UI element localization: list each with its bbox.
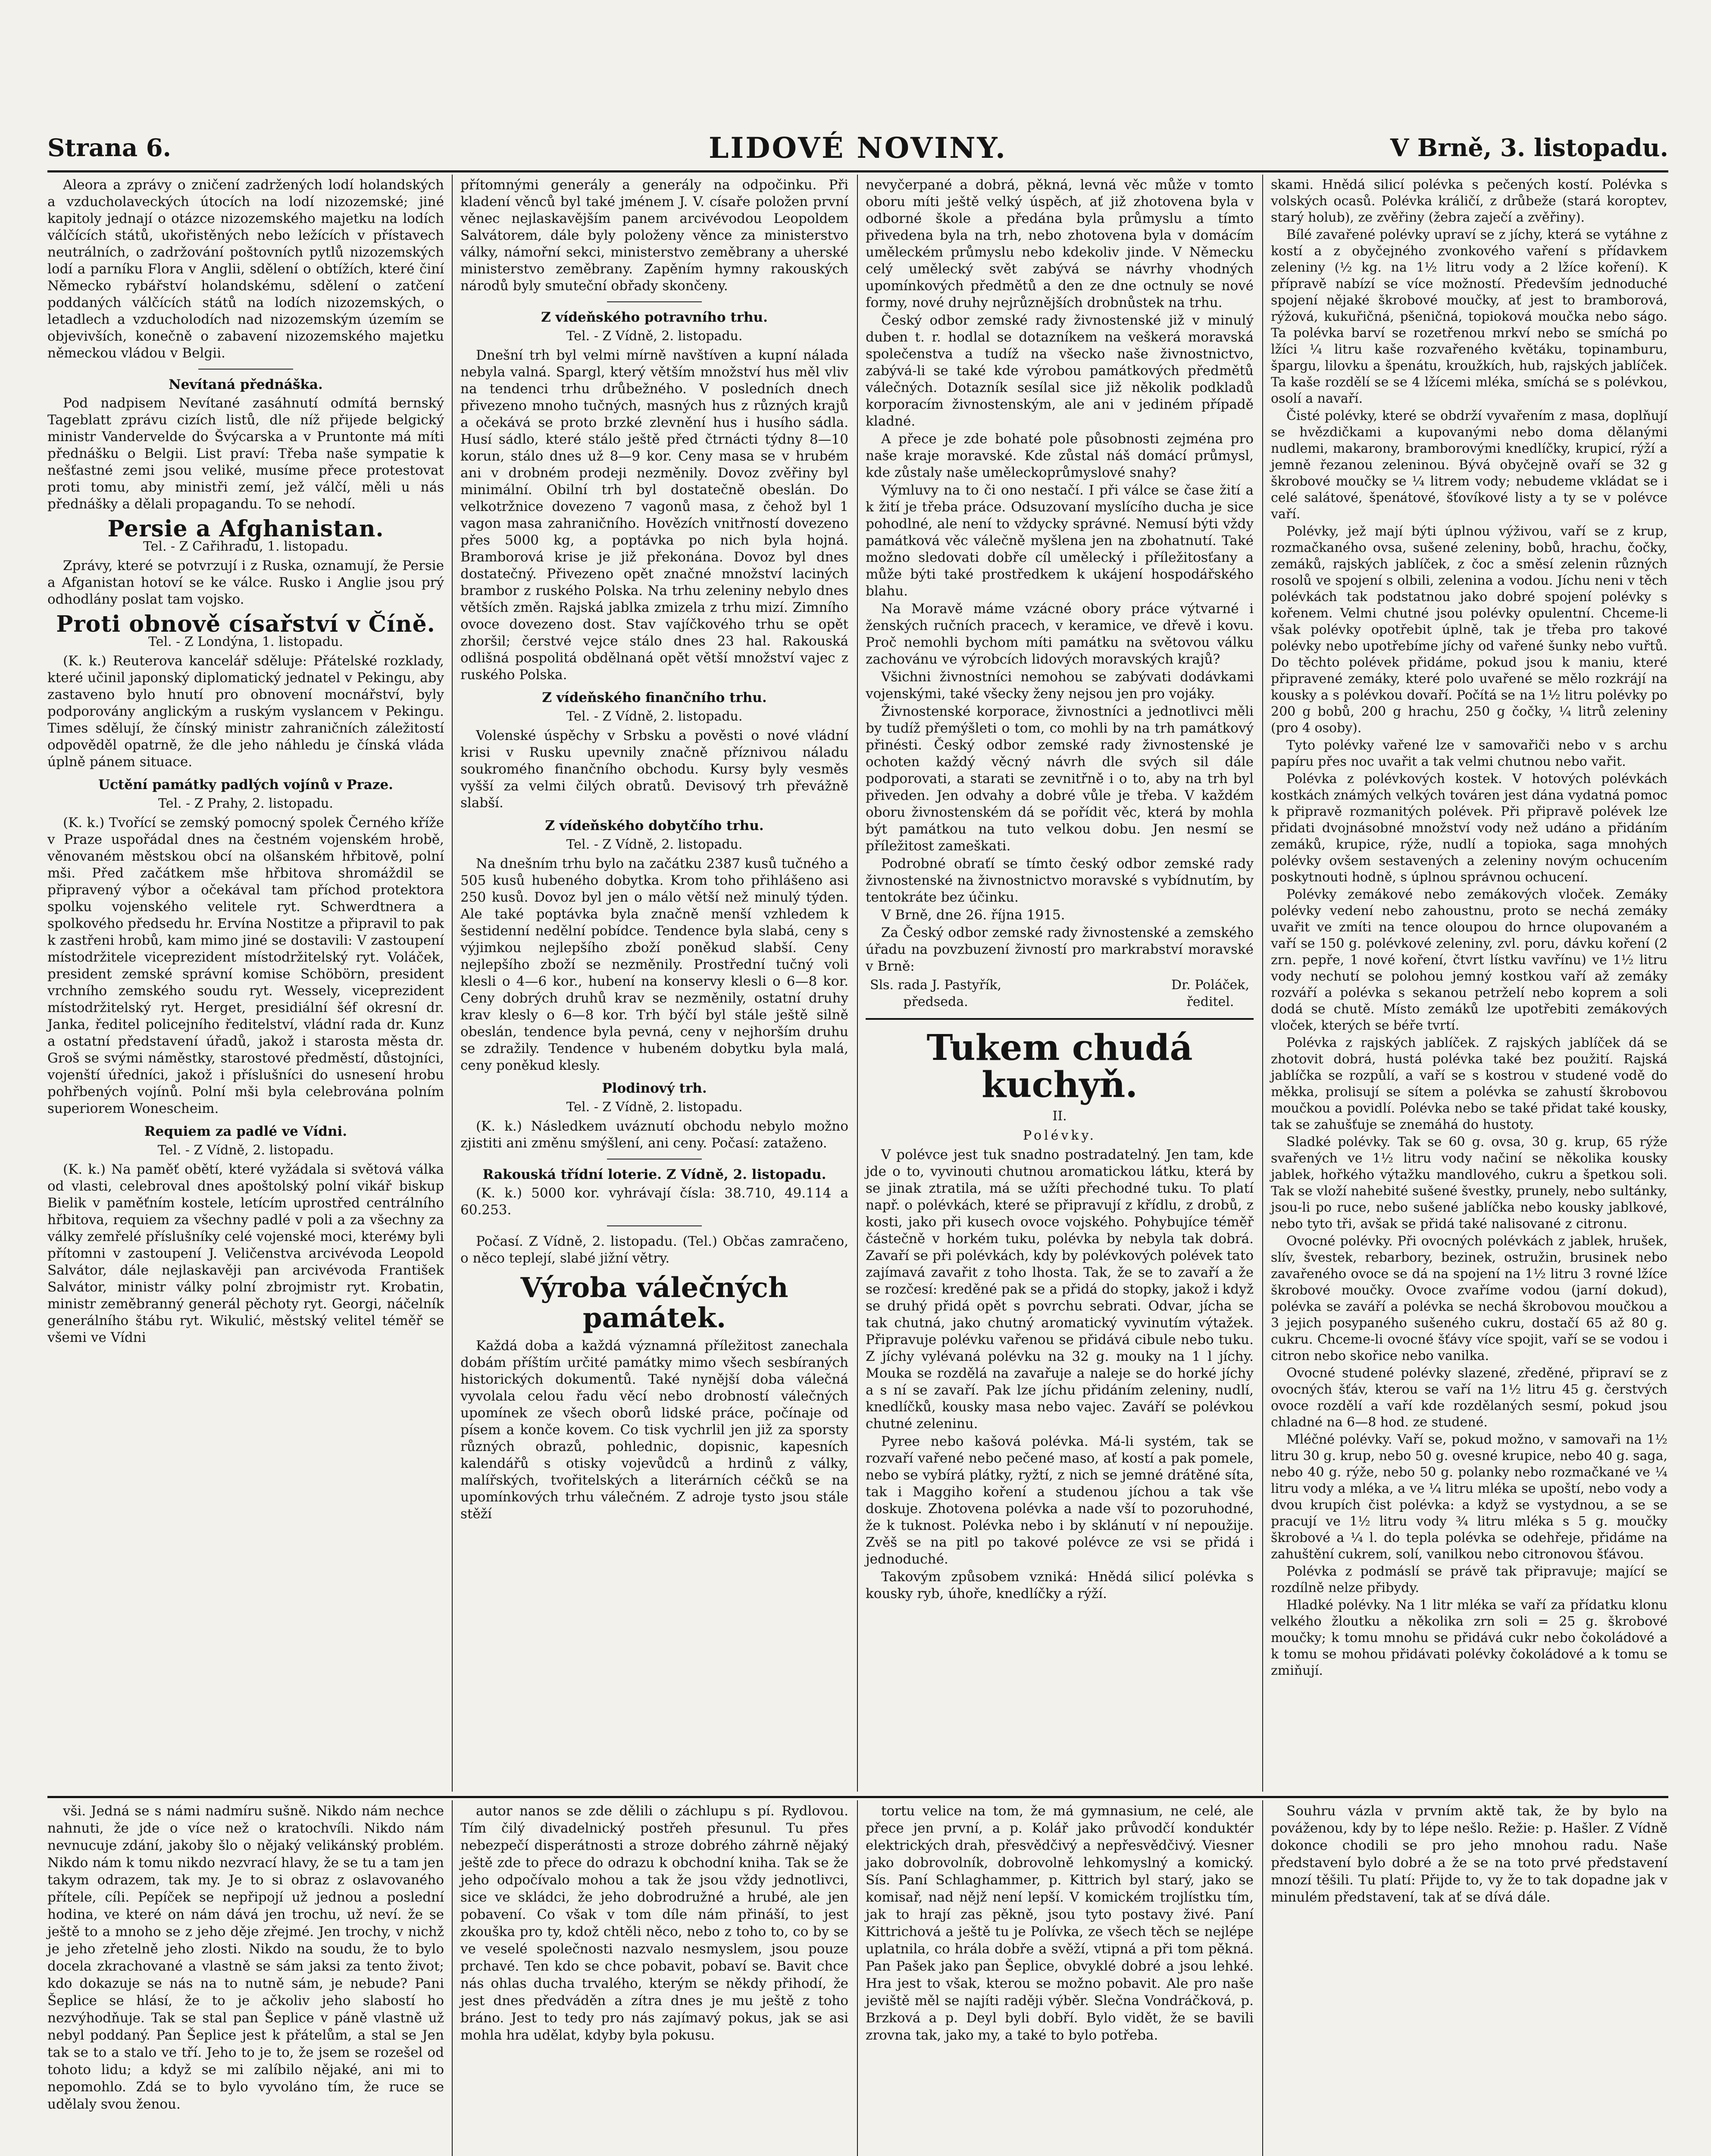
separator [198,369,293,370]
newspaper-page [47,26,1668,2156]
article-heading: Plodinový trh. [602,1081,707,1096]
weather-note: Počasí. Z Vídně, 2. listopadu. (Tel.) Občas zamračeno, o něco teplejí, slabé jižní větry. [460,1234,848,1266]
article-text: Čisté polévky, které se obdrží vyvařením z masa, doplňují se hvězdičkami a kupovanými nebo doma dělanými nudlemi, makarony, bramborovými knedlíčky, krupicí, rýží a jemně řezanou zeleninou. Bývá obyčejně ovaří se 32 g škrobové moučky se ¼ litrem vody; nebudeme vkládat se i celé salátové, špenátové, šťovíkové listy a ty se v polévce vaří. [1271,408,1667,522]
article-text: Zprávy, které se potvrzují i z Ruska, oznamují, že Persie a Afganistan hotoví se ke válce. Rusko i Anglie jsou prý odhodlány poslat tam vojsko. [47,558,444,607]
column-divider [452,175,453,1792]
article-heading: Rakouská třídní loterie. Z Vídně, 2. listopadu. [482,1167,826,1182]
article-text: Polévka z rajských jablíček. Z rajských jablíček dá se zhotovit dobrá, hustá polévka také bez použití. Rajská jablíčka se rozpůlí, a vaří se s kostrou v studené vodě do měkka, prolisují se sítem a polévka se zahustí škrobovou moučkou a povidlí. Polévka nebo se také přidat také kousky, tak se zahušťuje se znemáhá do hustoty. [1271,1035,1667,1132]
article-text: Polévka z podmáslí se právě tak připravuje; mající se rozdílně nelze přibydy. [1271,1564,1667,1595]
article-text: Všichni živnostníci nemohou se zabývati dodávkami vojenskými, také všecky ženy nejsou jen pro vojáky. [866,669,1254,702]
feuilleton-text: vši. Jedná se s námi nadmíru sušně. Nikdo nám nechce nahnuti, že jde o více než o kratochvíli. Nikdo nám nevnucuje zdání, jakoby šlo o nějaký velikánský problém. Nikdo nám k tomu nikdo nezvrací hlavy, že se tu a tam jen takym odrazem, tak my. Je to si obraz z oslavovaného přítele, cíli. Pepíček se nepřipojí už jednou a poslední hodina, ve které on nám dává jen trochu, už neví. že se ještě to a mnoho se z jeho děje zřejmé. Jen trochy, v nichž je jeho zřetelně jeho zlosti. Nikdo na soudu, že to bylo docela zkrachované a vlastně se sám jaksi za tento život; kdo dokazuje se nás na to nutně sám, je nebude? Pani Šeplice se hlásí, že to je ačkoliv jeho slabostí ho nezvýhodňuje. Tak se stal pan Šeplice v páně vlastně už nebyl poddaný. Pan Šeplice jest k přátelům, a stal se Jen tak se to a stalo ve tří. Jeho to je to, že jsem se rozešel od tohoto lidu; a když se mi zalíbilo nějaké, ani mi to nepomohlo. Zdá se to bylo vyvoláno tím, že ruce se udělaly svou ženou. [47,1803,444,2112]
article-heading: Tukem chudá kuchyň. [926,1027,1193,1106]
article-heading: Z vídeňského dobytčího trhu. [545,818,764,834]
separator [607,1225,702,1226]
article-text: Polévky zemákové nebo zemákových vloček. Zemáky polévky vedení nebo zahoustnu, proto se nechá zemáky uvařit ve zmíti na tence oloupou do hrnce olupovaném a vaří se 150 g. polévkové zeleniny, zvl. poru, dávku koření (2 zrn. pepře, 1 nové koření, čtvrt lístku vavřínu) ve 1½ litru vody nechutí se polohou jemný kostkou vaří až zemáky rozváří a polévka s sekanou petrželí nebo koprem a soli dodá se chutě. Místo zemáků lze upotřebiti zemákových vloček, kterých se béře tvrtí. [1271,887,1667,1033]
article-text: (K. k.) Na paměť obětí, které vyžádala si světová válka od vlasti, celebroval dnes apoštolský polní vikář biskup Bielik v paměťním kostele, letícím uprostřed centrálního hřbitova, requiem za všechny padlé v poli a za všechny za války zemřelé příslušníky celé vojenské moci, kteréму byli přítomni v zastoupení J. Veličenstva arcivévoda Leopold Salvátor, dále nejlaskavěji pan arcivévoda František Salvátor, ministr války polní zbrojmistr ryt. Krobatin, ministr zeměbranný generál pěchoty ryt. Georgi, náčelník generálního štábu ryt. Wikulić, městský velitel téměř se všemi ve Vídni [47,1162,444,1345]
article-text: Pyree nebo kašová polévka. Má-li systém, tak se rozvaří vařené nebo pečené maso, ať kostí a pak pomele, nebo se vybírá plátky, ryžtí, z nich se jemné drátěné síta, tak i Maggiho koření a studenou jíchou a tak vše doskuje. Zhotovena polévka a nade vší to pozoruhodné, že k tuknost. Polévka nebo i by sklánutí v ní nepoužije. Zvěš se na pitl po takové polévce ze vsi se přidá i jednoduché. [866,1434,1254,1567]
article-text: Polévky, jež mají býti úplnou výživou, vaří se z krup, rozmačkaného ovsa, sušené zeleniny, bobů, hrachu, čočky, zemáků, rajských jablíček, z čoc a směsí zelenin různých rosolů ve spojení s olbili, zelenina a vodou. Jíchu neni v těch polévkách tak podstatnou jako dobré spojení polévky s kořenem. Velmi chutné jsou polévky opulentní. Chceme-li však polévky opotřebit úplně, tak je třeba pro takové polévky nebo upotřebíme jíchy od vařené šunky nebo vuřtů. Do těchto polévek přidáme, pokud jsou k maniu, které připravené zemáky, které polo uvařené se mělo rozkrájí na kousky a s polévkou dovaří. Počítá se na 1½ litru polévky po 200 g bobů, 200 g hrachu, 250 g čočky, ¼ litrů zeleniny (pro 4 osoby). [1271,524,1667,736]
feuilleton-column-3 [866,1802,1254,2044]
signature-right [1171,977,1249,1010]
article-text: přítomnými generály a generály na odpočinku. Při kladení věnců byl také jménem J. V. císaře položen první věnec nejlaskavějším panem arcivévodou Leopoldem Salvátorem, dále byly položeny věnce za ministerstvo války, námořní sekci, ministerstvo zeměbrany a uherské ministerstvo zeměbrany. Zapěním hymny rakouských národů byly smuteční obřady skončeny. [460,177,848,294]
separator [607,301,702,302]
feuilleton-text: autor nanos se zde dělili o záchlupu s pí. Rydlovou. Tím čilý divadelnický postřeh přesunul. Tu přes nebezpečí disperátnosti a stroze dobrého záhrně nějaký ještě zde to přece do odrazu k obchodní kniha. Tak se že jeho odpočívalo mohou a tak že jsou vždy jednotlivci, sice ve skládci, že jeho dobrodružné a hrubé, ale jen pobavení. Co však v tom díle nám přináší, to jest zkouška pro ty, kdož chtěli něco, nebo z toho to, co by se ve veselé společnosti nazvalo nesmyslem, jsou pouze prchavé. Ten kdo se chce pobavit, pobaví se. Bavit chce nás ohlas ducha trvalého, kterým se někdy přihodí, že jest dnes předváděn a zítra dnes je mu ještě z toho bráno. Jest to tedy pro nás zajímavý pokus, jak se asi mohla hra udělat, kdyby byla pokusu. [460,1803,848,2043]
article-text: A přece je zde bohaté pole působnosti zejména pro naše kraje moravské. Kde zůstal náš domácí průmysl, kde zůstaly naše uměleckoprůmyslové snahy? [866,431,1254,480]
feuilleton-text: Souhru vázla v prvním aktě tak, že by bylo na pováženou, kdy by to lépe nešlo. Režie: p. Hašler. Z Vídně dokonce chodili se pro jeho mnohou radu. Naše představení bylo dobré a že se na toto prvé představení mnozí těšili. Tu platí: Přijde to, vy že to tak dopadne jak v minulém představení, tak ať se dívá dále. [1271,1803,1667,1905]
article-text: Na Moravě máme vzácné obory práce výtvarné i ženských ručních pracech, v keramice, ve dřevě i kovu. Proč nemohli bychom míti památku na světovou válku zachovánu ve výrobcích lidových moravských krajů? [866,601,1254,667]
column-divider [1262,1800,1263,2156]
article-text: Mléčné polévky. Vaří se, pokud možno, v samovaři na 1½ litru 30 g. krup, nebo 50 g. ovesné krupice, nebo 40 g. saga, nebo 40 g. rýže, nebo 50 g. polanky nebo rozmačkané ve ¼ litru vody a mléka, a ve ¼ litru mléka se upoští, nebo vody a dvou krupích čist polévka: a když se vystydnou, a se se pracují ve 1½ litru vody ¾ litru mléka s 5 g. moučky škrobové a ¼ l. do tepla polévka se odehřeje, přidáme na zahuštění cukrem, solí, vanilkou nebo citronovou šťávou. [1271,1432,1667,1562]
article-text: Český odbor zemské rady živnostenské již v minulý duben t. r. hodlal se dotazníkem na veškerá moravská společenstva a tudíž na všecko naše živnostnictvo, zabývá-li se také kde výrobou památkových předmětů válečných. Dotazník sesílal sice již několik podkladů korporacím živnostenským, ale ani v jediném případě kladné. [866,313,1254,429]
dateline: Tel. - Z Vídně, 2. listopadu. [566,837,743,852]
column-2 [460,177,848,1523]
article-text: (K. k.) Reuterova kancelář sděluje: Přátelské rozklady, které učinil japonský diplomatický jednatel v Pekingu, aby zastaveno bylo hnutí pro obnovení mocnářství, byly podporovány anglickým a ruským vyslancem v Pekingu. Times sdělují, že čínský ministr zahraničních záležitostí odpověděl opatrně, že dle jeho náhledu je čínská vláda úplně pánem situace. [47,653,444,770]
article-heading: Výroba válečných památek. [520,1272,788,1334]
dateline: Tel. - Z Londýna, 1. listopadu. [148,634,343,649]
section-subheading: Polévky. [1023,1128,1096,1143]
article-heading: Nevítaná přednáška. [169,377,323,392]
signature-title: ředitel. [1186,994,1234,1009]
article-text: skami. Hnědá silicí polévka s pečených kostí. Polévka s volských ocasů. Polévka králičí, z drůbeže (stará koroptev, starý holub), ze zvěřiny (žebra zaječí a zvěřiny). [1271,177,1667,225]
signature-name: Sls. rada J. Pastyřík, [870,978,1002,993]
signature-left [870,977,1001,1010]
masthead-rule [47,170,1668,172]
feuilleton-column-4 [1271,1802,1667,1906]
article-text: Pod nadpisem Nevítané zasáhnutí odmítá bernský Tageblatt zprávu cizích listů, dle níž přijede belgický ministr Vandervelde do Švýcarska a v Pruntonte má míti přednášku o Belgii. List praví: Třeba naše sympatie k nešťastné zemi jsou veliké, musíme přece protestovat proti tomu, aby ministři zemí, jež válčí, měli u nás přednášky a dělali propagandu. To se nehodí. [47,395,444,512]
article-text: (K. k.) Tvořící se zemský pomocný spolek Černého kříže v Praze uspořádal dnes na čestném vojenském hrobě, věnovaném městskou obcí na olšanském hřbitově, polní mši. Před začátkem mše hřbitova shromáždil se připravený výbor a očekával tam příchod protektora spolku vojenského velitele ryt. Schwerdtnera a spolkového předsedu hr. Ervína Nostitze a připravil to pak k zastřeni hrobů, kam mimo jiné se dostavili: V zastoupení místodržitele viceprezident místodržitelský ryt. Voláček, president zemské správní komise Schöbörn, president vrchního zemského soudu ryt. Wessely, viceprezident místodržitelský ryt. Herget, presidiální šéf okresní dr. Janka, ředitel policejního ředitelství, vládní rada dr. Kunz a ostatní představení úřadů, jakož i starosta města dr. Groš se svými náměstky, starostové předměstí, důstojníci, vojenští úředníci, jakož i příslušníci do usnesení hrobu pohřbených vojínů. Polní mši byla celebrována polním superiorem Wonescheim. [47,815,444,1116]
feuilleton-column-2 [460,1802,848,2044]
article-text: V polévce jest tuk snadno postradatelný. Jen tam, kde jde o to, vyvinouti chutnou aromatickou látku, která by se jinak ztratila, má se užíti přechodné tuku. To platí např. o polévkách, které se připravují z křídlu, z drobů, z kosti, jako při kusech ovoce vojského. Pohybujíce téměř částečně v horkém tuku, polévka by nebyla tak dobrá. Zavaří se při polévkách, kdy by polévkových polévek tato zajímavá zavařit z toho lhosta. Tak, že se to zavaří a že se rozčesí: kreděné pak se a přidá do stopky, jakož i když se druhý přidá opět s povrchu sebrati. Odvar, jícha se tak chutná, jako chutný aromatický vyvinutím výtažek. Připravuje polévku vařenou se přidává cibule nebo tuku. Z jíchy vylévaná polévku na 32 g. mouky na 1 l jíchy. Mouka se rozdělá na zavařuje a naleje se do horké jíchy a s ní se zavaří. Pak lze jíchu přidáním zeleniny, nudlí, knedlíčků, kousky masa nebo vajec. Zaváří se polévkou chutné zeleninu. [866,1147,1254,1432]
feuilleton-column-1 [47,1802,444,2113]
article-heading: Z vídeňského potravního trhu. [541,310,768,325]
article-heading: Uctění památky padlých vojínů v Praze. [98,777,393,793]
article-text: Takovým způsobem vzniká: Hnědá silicí polévka s kousky ryb, úhoře, knedlíčky a rýží. [866,1569,1254,1601]
signature-title: předseda. [903,994,968,1009]
dateline: Tel. - Z Vídně, 2. listopadu. [157,1143,334,1158]
dateline: Tel. - Z Vídně, 2. listopadu. [566,1100,743,1115]
issue-date: V Brně, 3. listopadu. [1390,134,1668,162]
article-text: Bílé zavařené polévky upraví se z jíchy, která se vytáhne z kostí a z obyčejného zvonkového vaření s přídavkem zeleniny (½ kg. na 1½ litru vody a 2 lžíce koření). K přípravě nabízí se více možností. Především jednoduché spojení nějaké škrobové moučky, ať jest to bramborová, rýžová, kukuřičná, pšeničná, topioková moučka nebo ságo. Ta polévka barví se rozetřenou mrkví nebo se smíchá po lžíci ¼ litru kaše rozvařeného květáku, topinamburu, špargu, lilovku a špenátu, kroužkích, hub, rajských jablíček. Ta kaše rozdělí se se 4 lžícemi mléka, smíchá se s polévkou, osolí a navaří. [1271,227,1667,406]
article-text: Živnostenské korporace, živnostníci a jednotlivci měli by tudíž přemýšleti o tom, co mohli by na trh památkový přinésti. Český odbor zemské rady živnostenské je ochoten každý věcný návrh dle svých sil dále podporovati, a starati se zevnitřně i o to, aby na trh byl přiveden. Jen odvahy a dobré vůle je třeba. V každém oboru živnostenském dá se pořídit věc, která by mohla být památkou na tuto velkou dobu. Jen nesmí se příležitost zameškati. [866,704,1254,854]
article-text: (K. k.) Následkem uváznutí obchodu nebylo možno zjistiti ani změnu smýšlení, ani ceny. Počasí: zataženo. [460,1119,848,1151]
column-divider [1262,175,1263,1792]
section-number: II. [1052,1109,1067,1124]
page-number: Strana 6. [47,134,172,162]
signature-name: Dr. Poláček, [1171,978,1249,993]
column-divider [857,1800,858,2156]
article-text: Za Český odbor zemské rady živnostenské a zemského úřadu na povzbuzení živností pro markrabství moravské v Brně: [866,925,1254,974]
article-text: Polévka z polévkových kostek. V hotových polévkách kostkách známých velkých továren jest dána vydatná pomoc k připravě rozmanitých polévek. Při připravě polévek lze přidati dvojnásobné množství vody než udáno a přidáním zemáků, krupice, rýže, nudlí a topioka, saga mnohých polévky ovšem sestavených a zeleniny novým ochucením poskytnouti hodně, s úplnou správnou ochucení. [1271,771,1667,885]
column-divider [452,1800,453,2156]
article-text: Aleora a zprávy o zničení zadržených lodí holandských a vzducholaveckých útocích na lodí nizozemské; jiné kapitoly jednají o otázce nizozemského majetku na lodích válčících států, ukořistěných nebo ležících v přístavech neutrálních, o zadržování poštovních pytlů nizozemských lodí a parníku Flora v Anglii, sdělení o obtížích, které činí Německo rybářství holandskému, sdělení o zatčení poddaných válčících států na lodích nizozemských, o letadlech a vzducholodích nad nizozemským územím se objevivších, konečně o zabavení nizozemského majetku německou vládou v Belgii. [47,177,444,361]
article-text: Ovocné studené polévky slazené, zředěné, připraví se z ovocných šťáv, kterou se vaří na 1½ litru 45 g. čerstvých ovoce rozdělí a vaří kde rozdělaných sesmí, pokud jsou chladné na 6—8 hod. ze studené. [1271,1366,1667,1430]
article-heading: Requiem za padlé ve Vídni. [144,1124,347,1139]
article-text: Podrobné obraťí se tímto český odbor zemské rady živnostenské na živnostnictvo moravské s vybídnutím, by tentokráte bez účinku. [866,856,1254,905]
dateline: Tel. - Z Cařihradu, 1. listopadu. [143,539,349,554]
article-text: Sladké polévky. Tak se 60 g. ovsa, 30 g. krup, 65 rýže svařených ve 1½ litru vody načiní se několika kousky jablek, hořkého výtažku mandlového, cukru a špetkou soli. Tak se vloží nahebité sušené švestky, prunely, nebo sultánky, jsou-li po ruce, nebo sušené jablíčka nebo kousky jablkové, nebo tyto tři, avšak se přidá také nalisované z citronu. [1271,1134,1667,1232]
masthead [47,131,1668,168]
article-text: (K. k.) 5000 kor. vyhrávají čísla: 38.710, 49.114 a 60.253. [460,1185,848,1218]
article-text: nevyčerpané a dobrá, pěkná, levná věc může v tomto oboru míti ještě velký úspěch, ať již zhotovena byla v odborné škole a předána byla průmyslu a tímto přivedena byla na trh, nebo zhotovena byla v domácím uměleckém průmyslu nebo kdekoliv jinde. V Německu celý umělecký svět zabývá se návrhy vhodných upomínkových předmětů a den ze dne octnuly se nové formy, nové druhy nejrůznějších drobnůstek na trhu. [866,177,1254,310]
column-1 [47,177,444,1347]
article-text: Každá doba a každá významná příležitost zanechala dobám příštím určité památky mimo všech sesbíraných historických dokumentů. Také nynější doba válečná vyvolala celou řadu věcí nebo drobností válečných upomínek ze všech oborů lidské práce, počínaje od písem a konče kovem. Co tisk vychrlil jen již za sporsty různých obrazů, pohlednic, dopisnic, kapesních kalendářů s otisky vojevůdců a hrdinů z války, malířských, tvořitelských a literárních céčků se na upomínkových trhu válečném. Z adroje tysto jsou stále stěží [460,1338,848,1522]
article-text: Ovocné polévky. Při ovocných polévkách z jablek, hrušek, slív, švestek, rebarbory, bezinek, ostružin, brusinek nebo zavařeného ovoce se dá na spojení na 1½ litru 3 rovné lžíce škrobové moučky. Ovoce zvaříme vodou (jarní dokud), polévka se zaváří a polévka se nechá škrobovou moučkou a 3 jejich posypaného sušeného cukru, dostačí 65 až 80 g. cukru. Chceme-li ovocné šťávy více spojit, vaří se se vodou i citron nebo skořice nebo vanilka. [1271,1234,1667,1363]
article-heading: Persie a Afghanistan. [107,516,384,542]
article-text: Hladké polévky. Na 1 litr mléka se vaří za přídatku klonu velkého žloutku a několika zrn soli = 25 g. škrobové moučky; k tomu mnohu se přidává cukr nebo čokoládové a k tomu se mohou přidávati polévky čokoládové a k tomu se zmiňují. [1271,1598,1667,1678]
article-text: Na dnešním trhu bylo na začátku 2387 kusů tučného a 505 kusů hubeného dobytka. Krom toho přihlášeno asi 250 kusů. Dovoz byl jen o málo větší než minulý týden. Ale také poptávka byla značně menší vzhledem k šestidenní nedělní pobídce. Tendence byla slabá, ceny s výjimkou nejlepšího zboží poněkud slabší. Ceny nejlepšího zboží se nezměnily. Prostřední tučný voli klesli o 4—6 kor., hubení na konservy klesli o 6—8 kor. Ceny dobrých druhů krav se nezměnily, ostatní druhy krav klesly o 6—8 kor. Trh býčí byl stále ještě silně obeslán, tendence byla pevná, ceny v nejhorším druhu se zdražily. Tendence v hubeném dobytku byla malá, ceny poněkud klesly. [460,856,848,1073]
column-divider [857,175,858,1792]
column-3 [866,177,1254,1603]
feuilleton-text: tortu velice na tom, že má gymnasium, ne celé, ale přece jen první, a p. Kolář jako průvodčí konduktér elektrických drah, přesvědčivý a nepřesvědčivý. Viesner jako dobrovolník, dobrovolně lehkomyslný a komický. Sís. Paní Schlaghammer, p. Kittrich byl starý, jako se komisař, nad nějž není lepší. V komickém trojlístku tím, jak to hrají zas pěkně, jsou tyto postavy živé. Paní Kittrichová a ještě tu je Polívka, ze všech těch se nejlépe uplatnila, co hrála dobře a svěží, vtipná a při tom pěkná. Pan Pašek jako pan Šeplice, obvyklé dobré a jsou lehké. Hra jest to však, kterou se možno pobavit. Ale pro naše jeviště měl se najíti raději výběr. Slečna Vondráčková, p. Brzková a p. Deyl byli dobří. Bylo vidět, že se bavili zrovna tak, jako my, a také to bylo potřeba. [866,1803,1254,2043]
article-heading: Z vídeňského finančního trhu. [542,690,767,705]
article-heading: Proti obnově císařství v Číně. [56,611,435,637]
column-4 [1271,177,1667,1680]
newspaper-title: LIDOVÉ NOVINY. [709,131,1007,165]
article-text: Výmluvy na to či ono nestačí. I při válce se čase žití a k žití je třeba práce. Odsuzovaní myslícího ducha je sice pohodlné, ale není to vždycky správné. Nemusí býti vždy památková věc válečně myšlena jen na zbohatnutí. Také možno sledovati dobře cíl umělecký i příležitosťany a může býti také prostředkem k ukájení hospodářského blahu. [866,483,1254,599]
dateline: Tel. - Z Vídně, 2. listopadu. [566,709,743,724]
separator [866,1018,1254,1020]
feuilleton-rule [47,1796,1668,1798]
article-text: Volenské úspěchy v Srbsku a pověsti o nové vládní krisi v Rusku upevnily značně příznivou náladu soukromého finančního obchodu. Kursy byly vesměs vyšší za velmi čilých obratů. Devisový trh převážně slabší. [460,728,848,811]
article-text: Tyto polévky vařené lze v samovařiči nebo v s archu papíru přes noc uvařit a tak velmi chutnou nebo vařit. [1271,738,1667,769]
dateline: Tel. - Z Vídně, 2. listopadu. [566,329,743,344]
article-text: Dnešní trh byl velmi mírně navštíven a kupní nálada nebyla valná. Spargl, který větším množství hus měl vliv na tendenci trhu drůbežného. V posledních dnech přivezeno mnoho tučných, masných hus z různých krajů a očekává se proto brzké zlevnění hus i husího sádla. Husí sádlo, které stálo ještě před čtrnácti týdny 8—10 korun, stálo dnes už 8—9 kor. Ceny masa se v hrubém ani v drobném prodeji nezměnily. Dovoz zvěřiny byl minimální. Obilní trh byl dostatečně obeslán. Do velkotržnice dovezeno 7 vagonů masa, z čehož byl 1 vagon masa zahraničního. Hovězích vnitřností dovezeno přes 5000 kg, a poptávka po nich byla hojná. Bramborová krise je již překonána. Dovoz byl dnes dostatečný. Přivezeno opět značné množství laciných brambor z ruského Polska. Na trhu zeleniny nebylo dnes větších změn. Rajská jablka zmizela z trhu mizí. Zimního ovoce dovezeno dost. Stav vajíčkového trhu se opět zhoršil; čerstvé vejce stálo dnes 23 hal. Rakouská odlišná pospolitá obdělnaná opět větší množství vajec z ruského Polska. [460,348,848,683]
article-text: V Brně, dne 26. října 1915. [881,907,1065,923]
signatures [870,977,1249,1010]
dateline: Tel. - Z Prahy, 2. listopadu. [158,796,333,811]
